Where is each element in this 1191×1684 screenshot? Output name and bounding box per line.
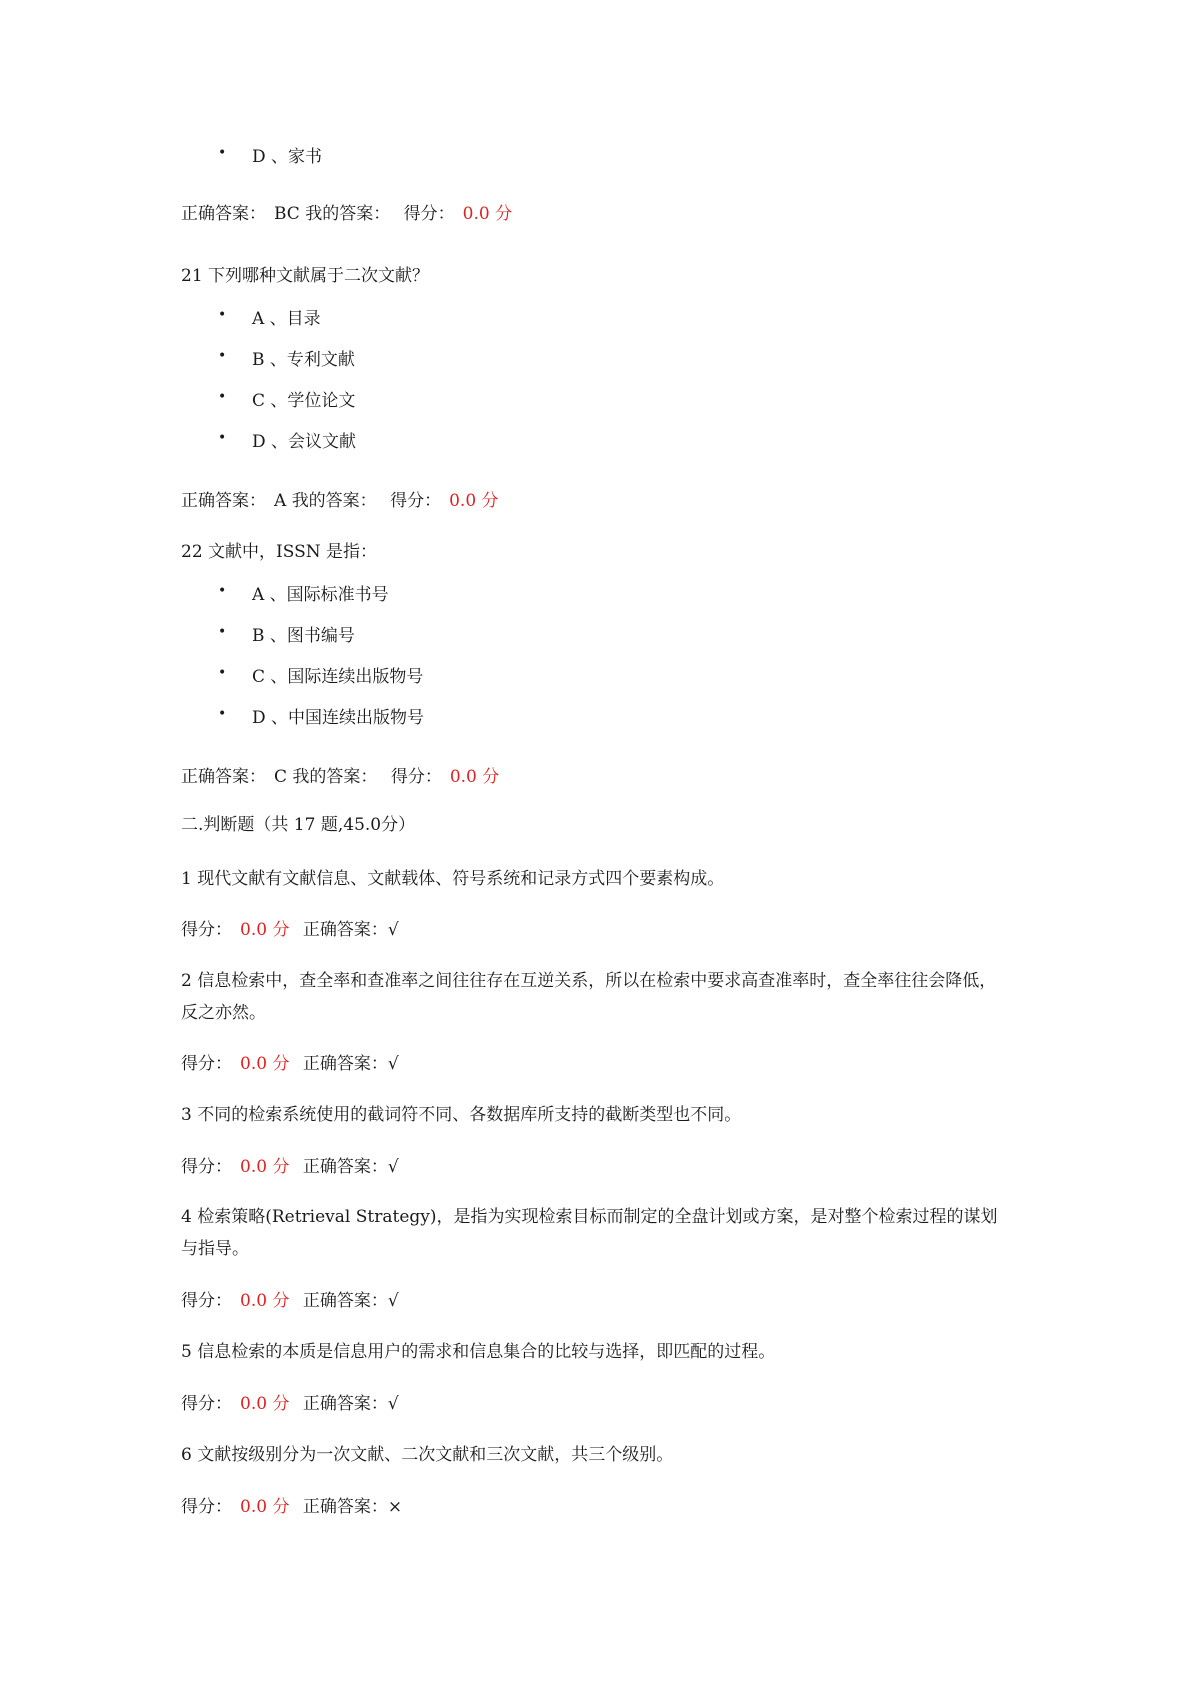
tf-result-3 bbox=[181, 1156, 399, 1178]
score-label: 得分： bbox=[181, 1497, 232, 1517]
tf-answer-1: √ bbox=[387, 920, 399, 940]
tf-question-6: 6 文献按级别分为一次文献、二次文献和三次文献，共三个级别。 bbox=[181, 1445, 674, 1465]
q21-option-a: A 、目录 bbox=[252, 309, 321, 329]
my-answer-label: 我的答案： bbox=[305, 204, 391, 224]
my-answer-label: 我的答案： bbox=[292, 767, 378, 787]
tf-result-5 bbox=[181, 1393, 399, 1415]
bullet-dot: • bbox=[218, 583, 227, 599]
score-label: 得分： bbox=[181, 1054, 232, 1074]
correct-answer-label: 正确答案： bbox=[302, 1157, 388, 1177]
q21-result-line bbox=[181, 490, 499, 512]
score-label: 得分： bbox=[403, 204, 455, 224]
q22-score-value: 0.0 分 bbox=[449, 767, 500, 787]
q20-correct-answer: BC bbox=[274, 204, 300, 224]
tf-score-2: 0.0 分 bbox=[240, 1054, 290, 1074]
correct-answer-label: 正确答案： bbox=[302, 1054, 388, 1074]
correct-answer-label: 正确答案： bbox=[302, 1394, 388, 1414]
bullet-dot: • bbox=[218, 430, 227, 446]
q22-correct-answer: C bbox=[274, 767, 288, 787]
bullet-dot: • bbox=[218, 706, 227, 722]
tf-score-6: 0.0 分 bbox=[240, 1497, 290, 1517]
tf-score-4: 0.0 分 bbox=[240, 1291, 290, 1311]
tf-question-4: 4 检索策略(Retrieval Strategy)，是指为实现检索目标而制定的全盘计划或方案，是对整个检索过程的谋划与指导。 bbox=[181, 1207, 998, 1259]
section-title: 二.判断题（共 17 题,45.0分） bbox=[181, 815, 416, 835]
tf-result-4 bbox=[181, 1290, 399, 1312]
score-label: 得分： bbox=[181, 1291, 232, 1311]
tf-result-6 bbox=[181, 1496, 402, 1518]
correct-answer-label: 正确答案： bbox=[302, 1291, 388, 1311]
tf-question-5: 5 信息检索的本质是信息用户的需求和信息集合的比较与选择，即匹配的过程。 bbox=[181, 1342, 776, 1362]
tf-answer-3: √ bbox=[387, 1157, 399, 1177]
q22-option-b: B 、图书编号 bbox=[252, 626, 355, 646]
bullet-dot: • bbox=[218, 389, 227, 405]
tf-question-3: 3 不同的检索系统使用的截词符不同、各数据库所支持的截断类型也不同。 bbox=[181, 1105, 742, 1125]
q21-option-d: D 、会议文献 bbox=[252, 432, 357, 452]
q21-option-b: B 、专利文献 bbox=[252, 350, 355, 370]
bullet-dot: • bbox=[218, 348, 227, 364]
score-label: 得分： bbox=[181, 1157, 232, 1177]
q20-result-line bbox=[181, 203, 512, 225]
tf-result-2 bbox=[181, 1053, 399, 1075]
q22-question: 22 文献中，ISSN 是指： bbox=[181, 542, 378, 562]
correct-answer-label: 正确答案： bbox=[181, 767, 266, 787]
bullet-dot: • bbox=[218, 307, 227, 323]
tf-question-2: 2 信息检索中，查全率和查准率之间往往存在互逆关系，所以在检索中要求高查准率时，查全率往往会降低，反之亦然。 bbox=[181, 971, 997, 1023]
q21-option-c: C 、学位论文 bbox=[252, 391, 356, 411]
correct-answer-label: 正确答案： bbox=[181, 204, 266, 224]
bullet-dot: • bbox=[218, 145, 227, 161]
correct-answer-label: 正确答案： bbox=[302, 920, 388, 940]
q22-option-d: D 、中国连续出版物号 bbox=[252, 708, 425, 728]
my-answer-label: 我的答案： bbox=[291, 491, 377, 511]
bullet-dot: • bbox=[218, 665, 227, 681]
q20-score-value: 0.0 分 bbox=[462, 204, 513, 224]
score-label: 得分： bbox=[181, 920, 232, 940]
score-label: 得分： bbox=[181, 1394, 232, 1414]
tf-result-1 bbox=[181, 919, 399, 941]
correct-answer-label: 正确答案： bbox=[181, 491, 266, 511]
correct-answer-label: 正确答案： bbox=[302, 1497, 388, 1517]
tf-answer-4: √ bbox=[387, 1291, 399, 1311]
score-label: 得分： bbox=[390, 491, 442, 511]
q22-option-a: A 、国际标准书号 bbox=[252, 585, 389, 605]
q21-score-value: 0.0 分 bbox=[449, 491, 499, 511]
tf-answer-5: √ bbox=[387, 1394, 399, 1414]
score-label: 得分： bbox=[390, 767, 442, 787]
tf-question-1: 1 现代文献有文献信息、文献载体、符号系统和记录方式四个要素构成。 bbox=[181, 869, 725, 889]
q20-option-d: D 、家书 bbox=[252, 147, 323, 167]
tf-score-5: 0.0 分 bbox=[240, 1394, 290, 1414]
tf-score-1: 0.0 分 bbox=[240, 920, 290, 940]
tf-answer-2: √ bbox=[387, 1054, 399, 1074]
q21-question: 21 下列哪种文献属于二次文献？ bbox=[181, 266, 430, 286]
q22-option-c: C 、国际连续出版物号 bbox=[252, 667, 424, 687]
tf-score-3: 0.0 分 bbox=[240, 1157, 290, 1177]
bullet-dot: • bbox=[218, 624, 227, 640]
q22-result-line bbox=[181, 766, 499, 788]
tf-answer-6: × bbox=[387, 1497, 403, 1517]
q21-correct-answer: A bbox=[274, 491, 287, 511]
